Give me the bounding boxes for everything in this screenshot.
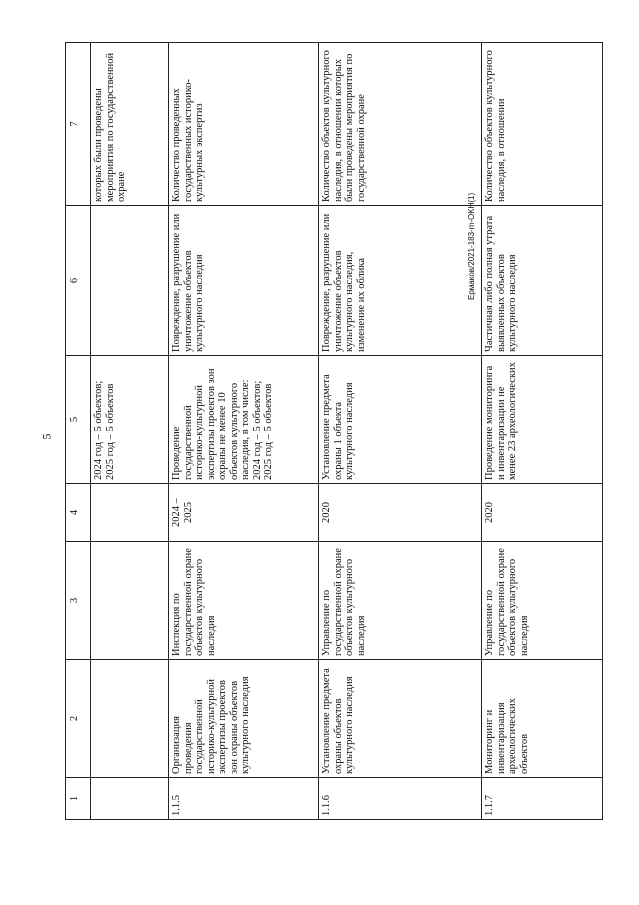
consequences: Повреждение, разрушение или уничтожение объектов культурного наследия — [169, 206, 319, 356]
executor: Управление по государственной охране объектов культурного наследия — [482, 542, 603, 660]
activity-name: Установление предмета охраны объектов культурного наследия — [319, 660, 482, 778]
header-cell: 5 — [66, 356, 91, 484]
continuation-result: 2024 год – 5 объектов; 2025 год – 5 объектов — [91, 356, 169, 484]
continuation-row — [91, 43, 169, 820]
header-cell: 4 — [66, 484, 91, 542]
document-code: Ермаков/2021-183-m-OKH(1) — [467, 192, 476, 300]
indicator: Количество проведенных государственных историко-культурных экспертиз — [169, 43, 319, 206]
row-number: 1.1.6 — [319, 778, 482, 820]
row-number: 1.1.7 — [482, 778, 603, 820]
expected-result: Проведение государственной историко-культурной экспертизы проектов зон охраны не менее 10 объектов культурного наследия, в том числе: 2024 год – 5 объектов; 2025 год – 5 объектов — [169, 356, 319, 484]
consequences: Частичная либо полная утрата выявленных объектов культурного наследия — [482, 206, 603, 356]
expected-result: Проведение мониторинга и инвентаризации не менее 23 археологических — [482, 356, 603, 484]
consequences: Повреждение, разрушение или уничтожение объектов культурного наследия, изменение их облика — [319, 206, 482, 356]
executor: Инспекция по государственной охране объектов культурного наследия — [169, 542, 319, 660]
program-table — [65, 42, 603, 820]
table-sheet — [65, 43, 603, 820]
header-cell: 1 — [66, 778, 91, 820]
indicator: Количество объектов культурного наследия, в отношении — [482, 43, 603, 206]
period: 2020 — [319, 484, 482, 542]
header-cell: 2 — [66, 660, 91, 778]
row-number: 1.1.5 — [169, 778, 319, 820]
table-row — [169, 43, 319, 820]
expected-result: Установление предмета охраны 1 объекта культурного наследия — [319, 356, 482, 484]
continuation-indicator: которых были проведены мероприятия по государственной охране — [91, 43, 169, 206]
header-cell: 7 — [66, 43, 91, 206]
table-row — [482, 43, 603, 820]
page-number: 5 — [39, 433, 54, 440]
header-cell: 6 — [66, 206, 91, 356]
executor: Управление по государственной охране объектов культурного наследия — [319, 542, 482, 660]
header-cell: 3 — [66, 542, 91, 660]
activity-name: Мониторинг и инвентаризация археологических объектов — [482, 660, 603, 778]
indicator: Количество объектов культурного наследия, в отношении которых были проведены мероприятия по государственной охране — [319, 43, 482, 206]
header-row — [66, 43, 91, 820]
table-row — [319, 43, 482, 820]
rotated-table-wrapper — [65, 43, 603, 820]
period: 2024 – 2025 — [169, 484, 319, 542]
period: 2020 — [482, 484, 603, 542]
activity-name: Организация проведения государственной историко-культурной экспертизы проектов зон охраны объектов культурного наследия — [169, 660, 319, 778]
